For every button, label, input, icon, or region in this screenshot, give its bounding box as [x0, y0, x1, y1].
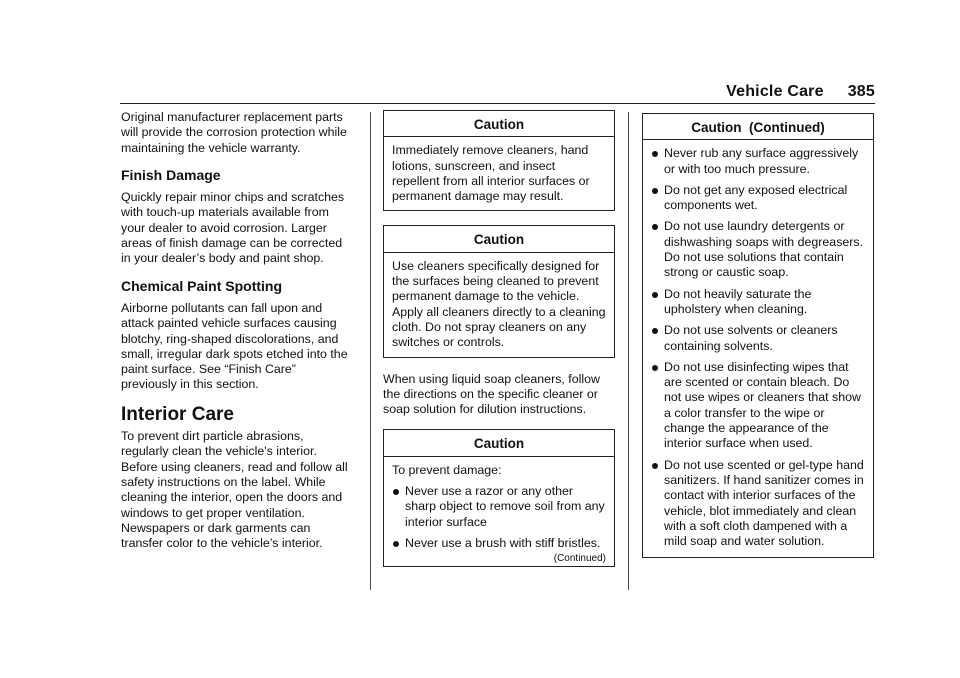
bullet-icon — [652, 224, 658, 230]
caution-bullet-list — [651, 146, 865, 549]
liquid-soap-paragraph: When using liquid soap cleaners, follow the directions on the specific cleaner or soap solution for dilution instructions. — [383, 371, 600, 417]
caution-title: Caution — [384, 430, 614, 456]
caution-title: Caution (Continued) — [643, 114, 873, 140]
header-rule — [120, 103, 875, 104]
bullet-icon — [652, 463, 658, 469]
caution-box — [383, 110, 615, 211]
bullet-icon — [652, 328, 658, 334]
continued-label: (Continued) — [553, 553, 606, 565]
caution-lead: To prevent damage: — [392, 462, 502, 477]
interior-care-paragraph: To prevent dirt particle abrasions, regularly clean the vehicle's interior. Before using cleaners, read and follow all safety instructions on the label. While cleaning the interior, open the doors and windows to get proper ventilation. Newspapers or dark garments can transfer color to the vehicle’s interior. — [121, 429, 348, 551]
caution-text: Use cleaners specifically designed for the surfaces being cleaned to prevent permanent damage to the vehicle. Apply all cleaners directly to a cleaning cloth. Do not spray cleaners on any switches or controls. — [392, 258, 606, 350]
heading-finish-damage: Finish Damage — [121, 166, 221, 183]
bullet-icon — [393, 541, 399, 547]
column-divider — [628, 112, 629, 590]
caution-box — [383, 429, 615, 567]
column-divider — [370, 112, 371, 590]
column-2 — [383, 110, 615, 581]
intro-paragraph: Original manufacturer replacement parts will provide the corrosion protection while maintaining the vehicle warranty. — [121, 110, 347, 155]
column-3 — [642, 110, 874, 572]
list-item: Do not get any exposed electrical components wet. — [651, 183, 865, 214]
list-item: Do not use disinfecting wipes that are scented or contain bleach. Do not use wipes or cleaners that show a color transfer to the wipe or change the appearance of the interior surface when used. — [651, 360, 865, 452]
list-item: Do not use solvents or cleaners containing solvents. — [651, 323, 865, 354]
list-item: Do not use scented or gel-type hand sanitizers. If hand sanitizer comes in contact with interior surfaces of the vehicle, blot immediately and clean with a soft cloth dampened with a mild soap and water solution. — [651, 458, 865, 550]
finish-damage-paragraph: Quickly repair minor chips and scratches with touch-up materials available from your dealer to avoid corrosion. Larger areas of finish damage can be corrected in your dealer’s body and paint shop. — [121, 190, 345, 266]
bullet-icon — [652, 292, 658, 298]
caution-box — [383, 225, 615, 357]
column-1 — [121, 110, 353, 557]
bullet-icon — [652, 365, 658, 371]
heading-interior-care: Interior Care — [121, 403, 234, 425]
list-item: Do not heavily saturate the upholstery when cleaning. — [651, 287, 865, 318]
bullet-icon — [393, 489, 399, 495]
page-number: 385 — [847, 83, 875, 100]
page-header — [726, 83, 875, 101]
caution-text: Immediately remove cleaners, hand lotions, sunscreen, and insect repellent from all interior surfaces or permanent damage may result. — [392, 143, 590, 204]
section-title: Vehicle Care — [726, 83, 824, 100]
heading-chemical-paint-spotting: Chemical Paint Spotting — [121, 277, 283, 294]
list-item: Never use a brush with stiff bristles. — [392, 536, 606, 551]
list-item: Never use a razor or any other sharp object to remove soil from any interior surface — [392, 484, 606, 530]
caution-title: Caution — [384, 111, 614, 137]
list-item: Do not use laundry detergents or dishwashing soaps with degreasers. Do not use solutions that contain strong or caustic soap. — [651, 219, 865, 280]
list-item: Never rub any surface aggressively or with too much pressure. — [651, 146, 865, 177]
caution-bullet-list — [392, 484, 606, 551]
caution-title: Caution — [384, 226, 614, 252]
caution-box — [642, 113, 874, 558]
bullet-icon — [652, 151, 658, 157]
bullet-icon — [652, 188, 658, 194]
chemical-spotting-paragraph: Airborne pollutants can fall upon and attack painted vehicle surfaces causing blotchy, ring-shaped discolorations, and small, irregular dark spots etched into the paint surface. See “Finish Care” previously in this section. — [121, 300, 348, 392]
